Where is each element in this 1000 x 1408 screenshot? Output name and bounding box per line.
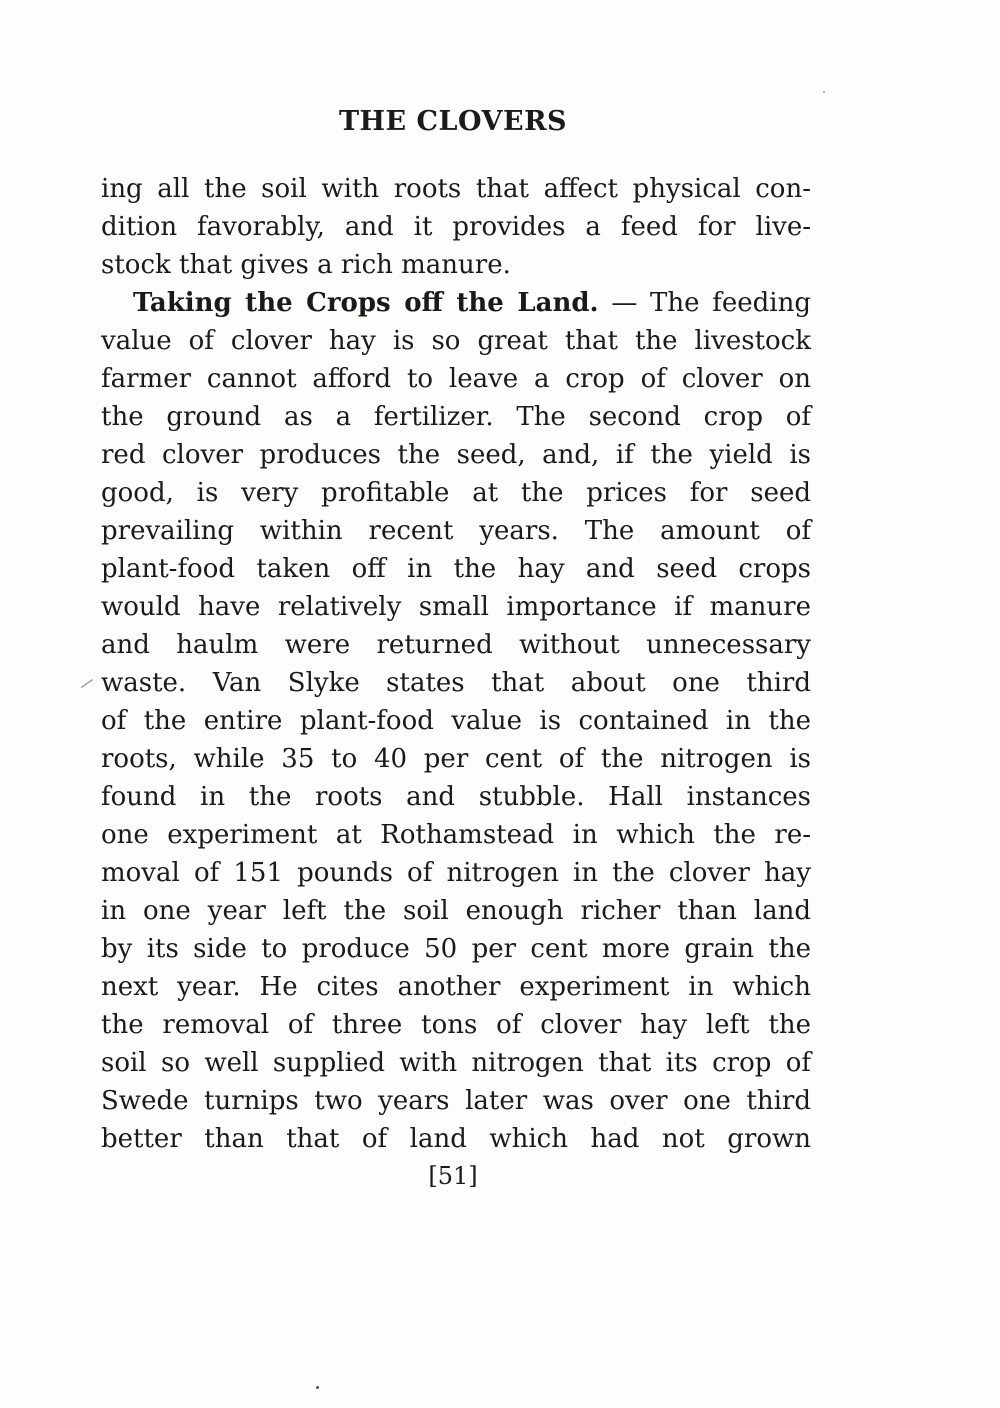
text-line: the ground as a fertilizer. The second crop of — [101, 402, 811, 432]
text-line: by its side to produce 50 per cent more grain the — [101, 934, 811, 964]
text-line: moval of 151 pounds of nitrogen in the clover hay — [101, 858, 811, 888]
text-line: and haulm were returned without unnecessary — [101, 630, 811, 660]
text-line: prevailing within recent years. The amount of — [101, 516, 811, 546]
text-line: better than that of land which had not grown — [101, 1124, 811, 1154]
text-line: farmer cannot afford to leave a crop of clover on — [101, 364, 811, 394]
text-line: one experiment at Rothamstead in which the re- — [101, 820, 811, 850]
running-head: THE CLOVERS — [338, 106, 568, 137]
scan-speck — [316, 1386, 319, 1389]
text-line: soil so well supplied with nitrogen that its crop of — [101, 1048, 811, 1078]
run-in-heading: Taking the Crops off the Land. — [133, 288, 599, 318]
text-line: ing all the soil with roots that affect physical con- — [101, 174, 811, 204]
text-fragment: — The feeding — [598, 288, 811, 318]
text-line: plant-food taken off in the hay and seed crops — [101, 554, 811, 584]
text-line: value of clover hay is so great that the livestock — [101, 326, 811, 356]
text-line: dition favorably, and it provides a feed for live- — [101, 212, 811, 242]
text-line: good, is very profitable at the prices for seed — [101, 478, 811, 508]
body-text — [101, 170, 811, 1158]
scan-mark — [81, 679, 93, 688]
text-line: the removal of three tons of clover hay left the — [101, 1010, 811, 1040]
text-line: stock that gives a rich manure. — [101, 250, 511, 280]
text-line: next year. He cites another experiment in which — [101, 972, 811, 1002]
text-line: would have relatively small importance if manure — [101, 592, 811, 622]
paragraph-first-line — [101, 284, 811, 322]
text-line: waste. Van Slyke states that about one third — [101, 668, 811, 698]
text-line: of the entire plant-food value is contained in the — [101, 706, 811, 736]
text-line: found in the roots and stubble. Hall instances — [101, 782, 811, 812]
text-line: in one year left the soil enough richer than land — [101, 896, 811, 926]
page-number: [51] — [428, 1162, 478, 1190]
scan-speck — [823, 91, 825, 93]
text-line: red clover produces the seed, and, if the yield is — [101, 440, 811, 470]
text-line: Swede turnips two years later was over one third — [101, 1086, 811, 1116]
text-line: roots, while 35 to 40 per cent of the nitrogen is — [101, 744, 811, 774]
